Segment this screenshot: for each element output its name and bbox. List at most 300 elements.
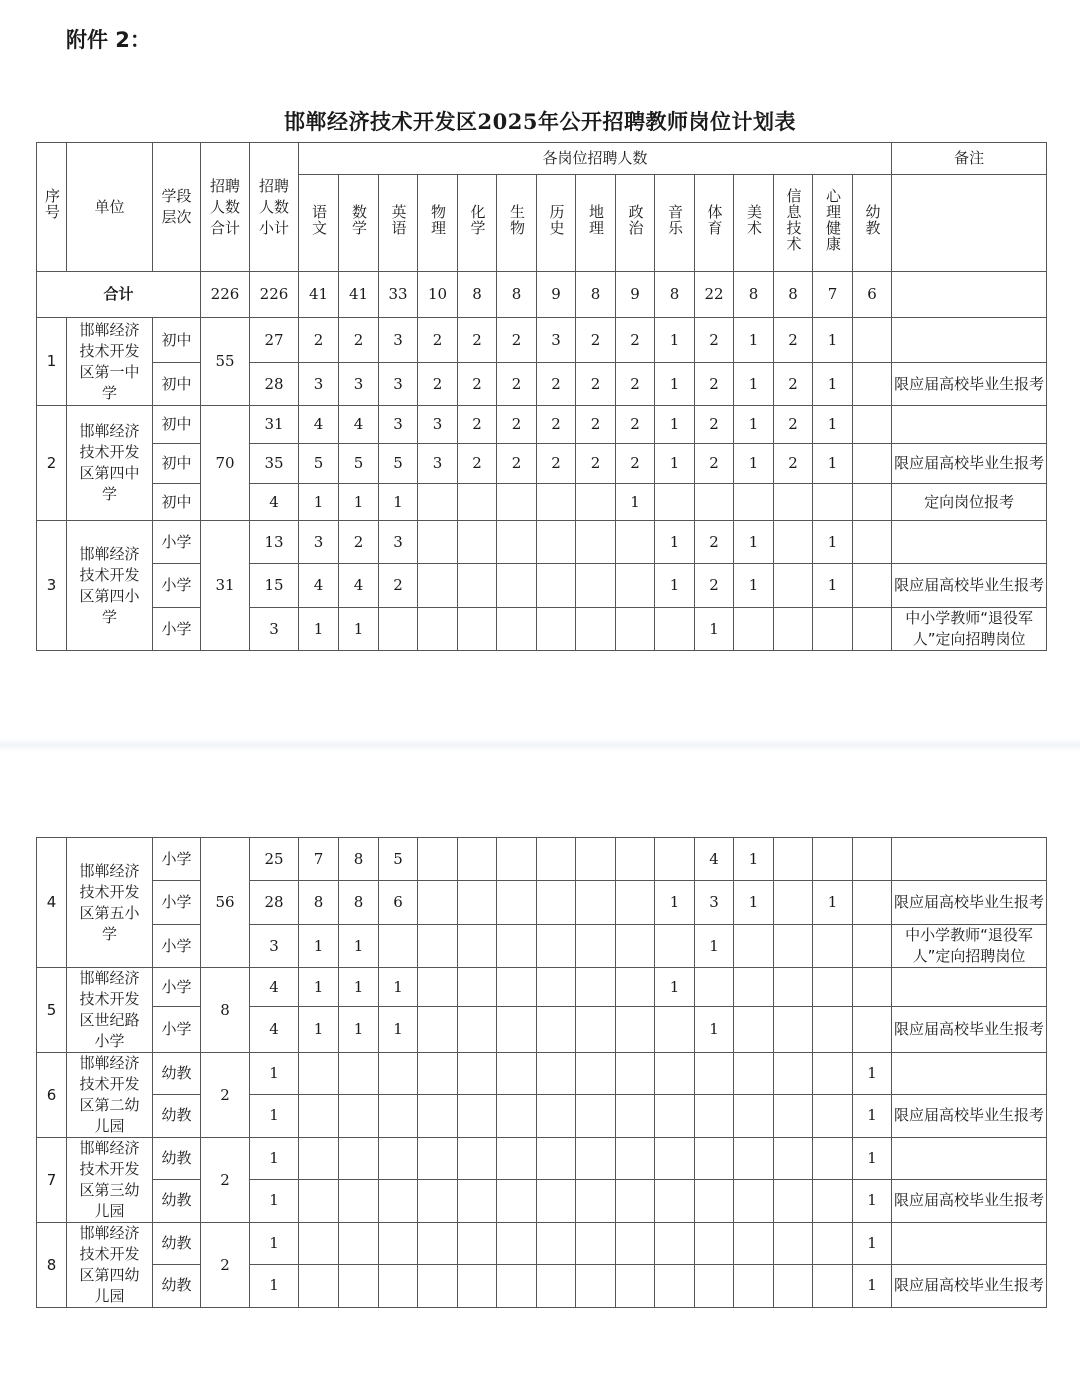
row-value: 1 [379, 1007, 418, 1053]
row-value: 2 [695, 363, 734, 406]
table-row [37, 1264, 1047, 1307]
header-seq: 序号 [37, 143, 67, 272]
table-row [37, 881, 1047, 925]
row-value: 2 [616, 406, 655, 444]
row-value: 1 [853, 1138, 892, 1180]
row-subtotal: 1 [250, 1094, 299, 1137]
row-value [616, 521, 655, 564]
row-value [537, 564, 576, 608]
summary-value: 41 [299, 272, 339, 318]
row-value: 5 [339, 444, 379, 484]
row-subtotal: 28 [250, 881, 299, 925]
row-value [616, 838, 655, 881]
row-value [576, 1264, 616, 1307]
page-title: 邯郸经济技术开发区2025年公开招聘教师岗位计划表 [284, 109, 796, 134]
row-value [695, 1179, 734, 1222]
row-value [418, 925, 458, 968]
row-value: 1 [379, 484, 418, 521]
header-remark: 备注 [892, 143, 1047, 175]
row-subtotal: 1 [250, 1223, 299, 1265]
row-level: 小学 [153, 925, 201, 968]
summary-value: 8 [734, 272, 774, 318]
row-value [774, 1264, 813, 1307]
row-value [734, 968, 774, 1007]
row-remark: 限应届高校毕业生报考 [892, 1007, 1047, 1053]
row-value [853, 925, 892, 968]
row-value: 2 [497, 318, 537, 363]
row-value [616, 1138, 655, 1180]
row-value: 3 [379, 406, 418, 444]
row-unit: 邯郸经济技术开发区第四小学 [67, 521, 153, 651]
row-value [339, 1053, 379, 1095]
header-level: 学段层次 [153, 143, 201, 272]
row-value [497, 1179, 537, 1222]
row-value: 2 [458, 406, 497, 444]
row-value [695, 968, 734, 1007]
row-value [655, 484, 695, 521]
table-row [37, 968, 1047, 1007]
row-value [458, 564, 497, 608]
row-value [537, 1053, 576, 1095]
row-value [853, 521, 892, 564]
row-value [537, 484, 576, 521]
row-value [734, 925, 774, 968]
row-value [497, 1264, 537, 1307]
row-value [813, 484, 853, 521]
row-value [497, 521, 537, 564]
row-value: 1 [853, 1053, 892, 1095]
row-value [734, 1179, 774, 1222]
row-value [774, 1094, 813, 1137]
table-row [37, 1094, 1047, 1137]
row-value: 5 [379, 444, 418, 484]
row-value [537, 1138, 576, 1180]
row-value [458, 1179, 497, 1222]
row-value: 2 [458, 363, 497, 406]
row-value [576, 838, 616, 881]
row-value: 3 [379, 318, 418, 363]
row-value [418, 1179, 458, 1222]
row-unit: 邯郸经济技术开发区第三幼儿园 [67, 1138, 153, 1223]
row-value [576, 484, 616, 521]
row-seq: 1 [37, 318, 67, 406]
row-value: 2 [774, 363, 813, 406]
row-value [774, 968, 813, 1007]
row-value [734, 1138, 774, 1180]
row-value: 2 [616, 444, 655, 484]
row-value [576, 881, 616, 925]
row-subtotal: 4 [250, 1007, 299, 1053]
row-value: 1 [655, 564, 695, 608]
row-value: 1 [734, 838, 774, 881]
row-value: 2 [774, 406, 813, 444]
row-value [379, 1138, 418, 1180]
row-value: 1 [734, 363, 774, 406]
row-value [418, 521, 458, 564]
row-level: 幼教 [153, 1223, 201, 1265]
row-value [616, 1007, 655, 1053]
row-value: 1 [655, 968, 695, 1007]
row-remark [892, 1223, 1047, 1265]
row-value [458, 968, 497, 1007]
row-remark: 限应届高校毕业生报考 [892, 564, 1047, 608]
row-value: 1 [339, 925, 379, 968]
header-total: 招聘人数合计 [201, 143, 250, 272]
row-value: 3 [418, 406, 458, 444]
summary-value: 33 [379, 272, 418, 318]
row-value [774, 1179, 813, 1222]
row-value [734, 1053, 774, 1095]
summary-value: 22 [695, 272, 734, 318]
row-level: 小学 [153, 838, 201, 881]
row-subtotal: 31 [250, 406, 299, 444]
row-unit: 邯郸经济技术开发区第一中学 [67, 318, 153, 406]
row-value [734, 484, 774, 521]
row-seq: 8 [37, 1223, 67, 1308]
row-value [616, 1053, 655, 1095]
row-value: 1 [695, 1007, 734, 1053]
row-value [299, 1053, 339, 1095]
row-subtotal: 15 [250, 564, 299, 608]
row-value [497, 1007, 537, 1053]
row-value [655, 1053, 695, 1095]
row-value [418, 838, 458, 881]
row-value [774, 1053, 813, 1095]
summary-value: 8 [655, 272, 695, 318]
header-subject: 物理 [418, 175, 458, 272]
row-value [853, 318, 892, 363]
row-value: 1 [379, 968, 418, 1007]
row-value [616, 1264, 655, 1307]
row-level: 初中 [153, 406, 201, 444]
row-total: 55 [201, 318, 250, 406]
row-value: 1 [339, 1007, 379, 1053]
row-value [458, 1138, 497, 1180]
summary-value: 8 [458, 272, 497, 318]
row-value [774, 881, 813, 925]
row-value [299, 1179, 339, 1222]
row-remark: 限应届高校毕业生报考 [892, 1094, 1047, 1137]
row-value [339, 1094, 379, 1137]
row-value [299, 1264, 339, 1307]
row-remark [892, 406, 1047, 444]
row-value [695, 1094, 734, 1137]
summary-value: 41 [339, 272, 379, 318]
row-value [458, 1053, 497, 1095]
row-subtotal: 13 [250, 521, 299, 564]
row-value [299, 1223, 339, 1265]
row-remark: 中小学教师“退役军人”定向招聘岗位 [892, 925, 1047, 968]
row-value [655, 1223, 695, 1265]
summary-value: 9 [616, 272, 655, 318]
row-value [339, 1138, 379, 1180]
row-value [576, 1007, 616, 1053]
row-value [853, 406, 892, 444]
row-level: 小学 [153, 968, 201, 1007]
table-row [37, 406, 1047, 444]
summary-value: 8 [497, 272, 537, 318]
table-row [37, 1138, 1047, 1180]
table-row [37, 444, 1047, 484]
row-value: 2 [576, 318, 616, 363]
row-value [616, 564, 655, 608]
row-value: 1 [734, 318, 774, 363]
row-seq: 2 [37, 406, 67, 521]
row-value [655, 1179, 695, 1222]
row-value: 2 [616, 318, 655, 363]
row-value: 1 [655, 881, 695, 925]
row-value [458, 1223, 497, 1265]
row-value: 8 [339, 881, 379, 925]
row-total: 2 [201, 1138, 250, 1223]
row-level: 小学 [153, 608, 201, 651]
row-value [576, 1223, 616, 1265]
row-total: 2 [201, 1053, 250, 1138]
attachment-label: 附件 2： [66, 28, 151, 52]
row-value [458, 925, 497, 968]
row-value [497, 838, 537, 881]
row-value [418, 1094, 458, 1137]
header-unit: 单位 [67, 143, 153, 272]
summary-value: 6 [853, 272, 892, 318]
row-value [655, 608, 695, 651]
row-value [458, 1007, 497, 1053]
row-value [458, 838, 497, 881]
row-value [655, 1094, 695, 1137]
row-value [497, 1094, 537, 1137]
row-value: 2 [576, 363, 616, 406]
row-total: 31 [201, 521, 250, 651]
row-value: 1 [813, 406, 853, 444]
row-value [734, 1094, 774, 1137]
row-value [655, 838, 695, 881]
row-value: 1 [734, 521, 774, 564]
row-value: 2 [576, 406, 616, 444]
row-value [458, 608, 497, 651]
page-break-band [0, 738, 1080, 752]
row-value [853, 484, 892, 521]
row-value [497, 1223, 537, 1265]
row-value [616, 1179, 655, 1222]
row-value: 1 [813, 363, 853, 406]
row-value [379, 925, 418, 968]
row-seq: 4 [37, 838, 67, 968]
row-value [655, 1264, 695, 1307]
recruitment-table-part-2 [36, 837, 1047, 1308]
row-level: 初中 [153, 318, 201, 363]
summary-value: 10 [418, 272, 458, 318]
row-seq: 3 [37, 521, 67, 651]
row-unit: 邯郸经济技术开发区第四中学 [67, 406, 153, 521]
row-total: 8 [201, 968, 250, 1053]
row-value [418, 608, 458, 651]
row-value [418, 1053, 458, 1095]
row-level: 小学 [153, 1007, 201, 1053]
row-value: 1 [655, 318, 695, 363]
row-unit: 邯郸经济技术开发区第二幼儿园 [67, 1053, 153, 1138]
row-value: 1 [734, 406, 774, 444]
row-value [458, 484, 497, 521]
row-value [299, 1138, 339, 1180]
row-value [774, 925, 813, 968]
row-value: 3 [379, 363, 418, 406]
row-value [339, 1179, 379, 1222]
row-value [418, 1007, 458, 1053]
row-value [537, 925, 576, 968]
row-value [616, 881, 655, 925]
row-value: 2 [695, 521, 734, 564]
row-remark: 限应届高校毕业生报考 [892, 1179, 1047, 1222]
row-value [774, 564, 813, 608]
row-seq: 6 [37, 1053, 67, 1138]
row-value: 3 [299, 521, 339, 564]
header-subject: 语文 [299, 175, 339, 272]
row-value: 1 [695, 608, 734, 651]
row-subtotal: 28 [250, 363, 299, 406]
row-value [537, 521, 576, 564]
row-value [497, 608, 537, 651]
row-value [774, 1223, 813, 1265]
row-value: 1 [853, 1264, 892, 1307]
row-value [458, 1264, 497, 1307]
row-value [339, 1223, 379, 1265]
row-value [813, 968, 853, 1007]
row-value [418, 1138, 458, 1180]
header-subject: 幼教 [853, 175, 892, 272]
row-value: 1 [339, 608, 379, 651]
row-value [497, 484, 537, 521]
row-value [853, 1007, 892, 1053]
row-value: 8 [299, 881, 339, 925]
row-value [813, 1179, 853, 1222]
row-value: 3 [537, 318, 576, 363]
row-value [774, 1138, 813, 1180]
row-value: 2 [339, 318, 379, 363]
row-value [853, 608, 892, 651]
row-level: 幼教 [153, 1264, 201, 1307]
table-row [37, 1007, 1047, 1053]
row-value [299, 1094, 339, 1137]
row-remark [892, 968, 1047, 1007]
row-value [537, 1179, 576, 1222]
row-level: 小学 [153, 881, 201, 925]
row-unit: 邯郸经济技术开发区第四幼儿园 [67, 1223, 153, 1308]
row-value [537, 608, 576, 651]
row-value [616, 925, 655, 968]
row-value [813, 1138, 853, 1180]
row-value: 1 [299, 925, 339, 968]
row-value [537, 1223, 576, 1265]
row-remark [892, 521, 1047, 564]
table-row [37, 1179, 1047, 1222]
row-value [418, 968, 458, 1007]
row-remark: 限应届高校毕业生报考 [892, 363, 1047, 406]
header-subject: 数学 [339, 175, 379, 272]
row-value: 4 [339, 564, 379, 608]
row-value: 1 [299, 1007, 339, 1053]
row-value [537, 1007, 576, 1053]
row-value [616, 608, 655, 651]
row-total: 2 [201, 1223, 250, 1308]
row-subtotal: 27 [250, 318, 299, 363]
table-row [37, 318, 1047, 363]
row-value [379, 1053, 418, 1095]
row-value: 1 [655, 521, 695, 564]
table-row [37, 838, 1047, 881]
row-value [695, 1223, 734, 1265]
row-value: 1 [695, 925, 734, 968]
row-subtotal: 1 [250, 1179, 299, 1222]
header-subject: 信息技术 [774, 175, 813, 272]
row-value [576, 1053, 616, 1095]
row-unit: 邯郸经济技术开发区世纪路小学 [67, 968, 153, 1053]
header-subject: 英语 [379, 175, 418, 272]
row-value: 2 [616, 363, 655, 406]
header-subject: 政治 [616, 175, 655, 272]
row-value: 1 [813, 444, 853, 484]
row-value: 2 [379, 564, 418, 608]
row-value: 1 [853, 1094, 892, 1137]
row-value [853, 881, 892, 925]
summary-label: 合计 [37, 272, 201, 318]
row-value [813, 1264, 853, 1307]
row-value: 1 [655, 406, 695, 444]
summary-value: 8 [576, 272, 616, 318]
row-value [813, 1007, 853, 1053]
row-value [458, 1094, 497, 1137]
row-level: 初中 [153, 484, 201, 521]
row-value: 2 [695, 444, 734, 484]
row-subtotal: 3 [250, 608, 299, 651]
row-value [616, 1223, 655, 1265]
row-value: 2 [497, 363, 537, 406]
row-value [813, 1223, 853, 1265]
row-level: 幼教 [153, 1179, 201, 1222]
row-level: 幼教 [153, 1094, 201, 1137]
row-value: 2 [537, 406, 576, 444]
row-value: 2 [774, 318, 813, 363]
row-value: 3 [418, 444, 458, 484]
row-value [537, 968, 576, 1007]
row-value: 7 [299, 838, 339, 881]
row-value [379, 1179, 418, 1222]
row-value [418, 1223, 458, 1265]
row-value [379, 1223, 418, 1265]
table-row [37, 1223, 1047, 1265]
row-remark: 中小学教师“退役军人”定向招聘岗位 [892, 608, 1047, 651]
row-value [774, 1007, 813, 1053]
row-value: 1 [339, 484, 379, 521]
row-value [655, 925, 695, 968]
row-value: 1 [813, 521, 853, 564]
row-value [418, 484, 458, 521]
row-value [339, 1264, 379, 1307]
header-remark-blank [892, 175, 1047, 272]
row-value [853, 838, 892, 881]
row-remark: 限应届高校毕业生报考 [892, 1264, 1047, 1307]
row-value [537, 1264, 576, 1307]
row-value: 1 [734, 881, 774, 925]
row-value: 5 [299, 444, 339, 484]
row-value: 4 [299, 406, 339, 444]
row-unit: 邯郸经济技术开发区第五小学 [67, 838, 153, 968]
row-subtotal: 1 [250, 1264, 299, 1307]
row-level: 小学 [153, 564, 201, 608]
row-level: 初中 [153, 363, 201, 406]
row-value: 4 [695, 838, 734, 881]
row-value: 2 [339, 521, 379, 564]
row-level: 初中 [153, 444, 201, 484]
